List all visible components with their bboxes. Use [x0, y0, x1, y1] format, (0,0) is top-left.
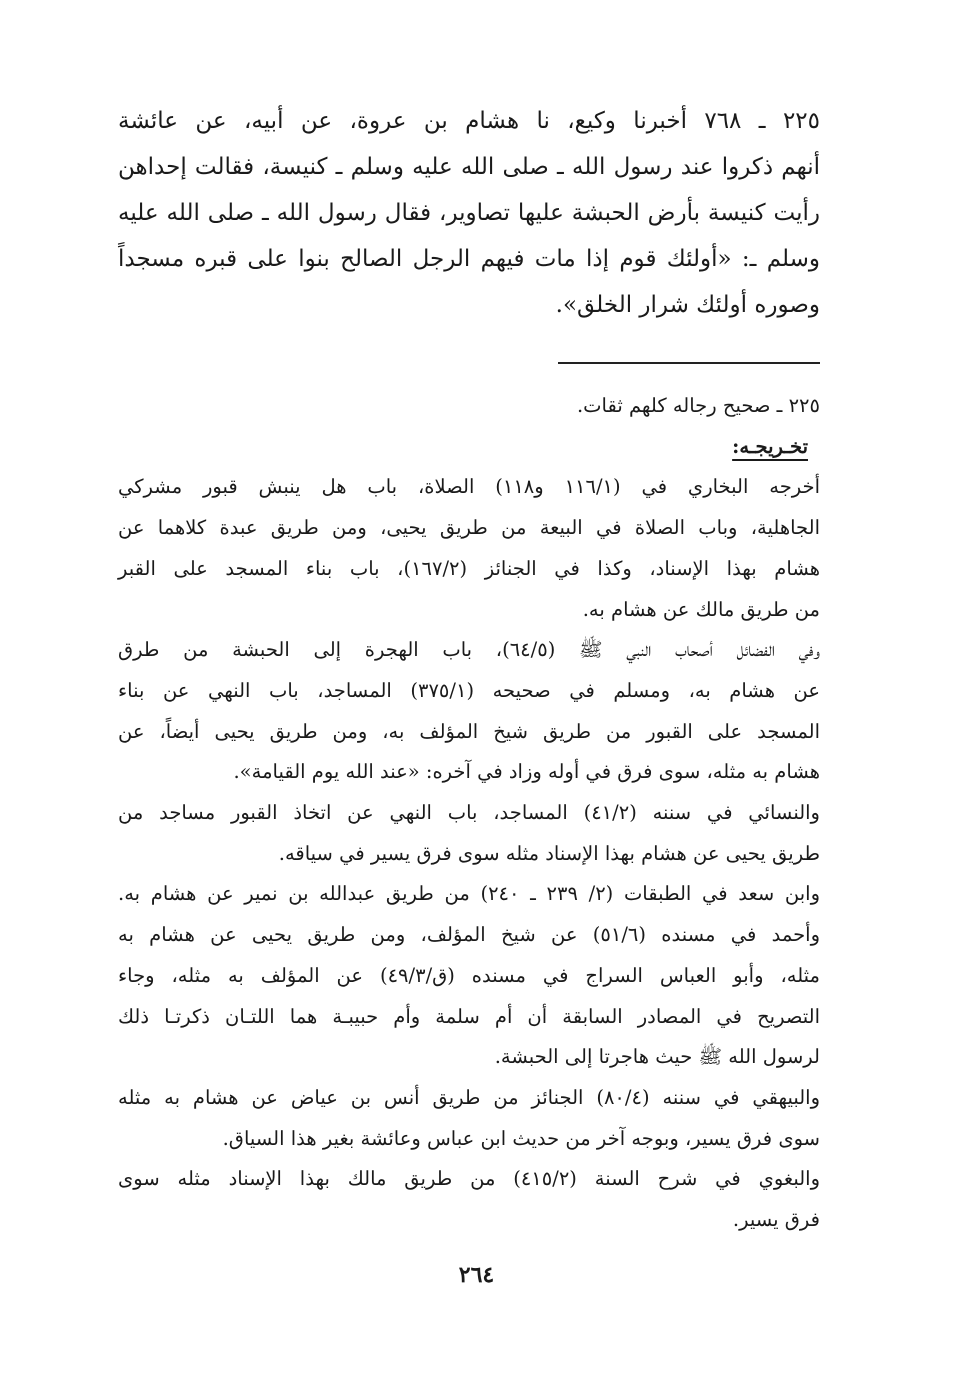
hadith-text — [118, 98, 820, 328]
footnote-line: هشام بهذا الإسناد، وكذا في الجنائز (١٦٧/٢)، باب بناء المسجد على القبر — [118, 556, 820, 580]
footnote-line: فرق يسير. — [732, 1208, 820, 1232]
footnote-line: سوى فرق يسير، وبوجه آخر من حديث ابن عباس وعائشة بغير هذا السياق. — [222, 1126, 820, 1150]
footnote-line: هشام به مثله، سوى فرق في أوله وزاد في آخره: «عند الله يوم القيامة». — [233, 760, 820, 784]
hadith-line: أنهم ذكروا عند رسول الله ـ صلى الله عليه وسلم ـ كنيسة، فقالت إحداهن — [118, 154, 820, 180]
page-body — [118, 98, 820, 1241]
footnote-line: لرسول الله ﷺ حيث هاجرتا إلى الحبشة. — [494, 1045, 820, 1069]
footnote-line: التصريح في المصادر السابقة أن أم سلمة وأم حبيبـة هما اللتـان ذكرتـا ذلك — [118, 1004, 820, 1028]
footnote-line: المسجد على القبور من طريق شيخ المؤلف به، ومن طريق يحيى أيضاً، عن — [118, 719, 820, 743]
hadith-line: ٢٢٥ ـ ٧٦٨ أخبرنا وكيع، نا هشام بن عروة، عن أبيه، عن عائشة — [118, 108, 820, 134]
footnote-grading: ٢٢٥ ـ صحيح رجاله كلهم ثقات. — [576, 394, 820, 417]
footnote-line: والنسائي في سننه (٤١/٢) المساجد، باب النهي عن اتخاذ القبور مساجد من — [118, 801, 820, 825]
footnote-line: وأحمد في مسنده (٥١/٦) عن شيخ المؤلف، ومن طريق يحيى عن هشام به — [118, 923, 820, 947]
footnote-line: والبغوي في شرح السنة (٤١٥/٢) من طريق مالك بهذا الإسناد مثله سوى — [118, 1167, 820, 1191]
footnote-line: عن هشام به، ومسلم في صحيحه (٣٧٥/١) المساجد، باب النهي عن بناء — [118, 678, 820, 702]
footnote-line: وابن سعد في الطبقات (٢/ ٢٣٩ ـ ٢٤٠) من طريق عبدالله بن نمير عن هشام به. — [118, 882, 820, 906]
footnote-divider — [558, 362, 820, 364]
footnote-line: والبيهقي في سننه (٨٠/٤) الجنائز من طريق أنس بن عياض عن هشام به مثله — [118, 1085, 820, 1109]
hadith-line: وسلم ـ: «أولئك قوم إذا مات فيهم الرجل الصالح بنوا على قبره مسجداً — [118, 246, 820, 272]
footnote-line: الجاهلية، وباب الصلاة في البيعة من طريق يحيى، ومن طريق عبدة كلاهما عن — [118, 516, 820, 540]
footnote-line: أخرجه البخاري في (١١٦/١ و١١٨) الصلاة، باب هل ينبش قبور مشركي — [118, 475, 820, 499]
footnote-line: طريق يحيى عن هشام بهذا الإسناد مثله سوى فرق يسير في سياقه. — [278, 841, 820, 865]
footnote-line: مثله، وأبو العباس السراج في مسنده (ق/٤٩/٣) عن المؤلف به مثله، وجاء — [118, 963, 820, 987]
footnotes — [118, 386, 820, 1241]
takhrij-heading: تخـريجـه: — [732, 434, 808, 458]
footnote-line: وفي الفضائل أصحاب النبي ﷺ (٦٤/٥)، باب الهجرة إلى الحبشة من طرق — [118, 638, 820, 662]
hadith-line: رأيت كنيسة بأرض الحبشة عليها تصاوير، فقال رسول الله ـ صلى الله عليه — [118, 200, 820, 226]
hadith-line: وصوره أولئك شرار الخلق». — [555, 292, 820, 318]
page-number: ٢٦٤ — [458, 1262, 495, 1288]
footnote-line: من طريق مالك عن هشام به. — [582, 597, 820, 621]
